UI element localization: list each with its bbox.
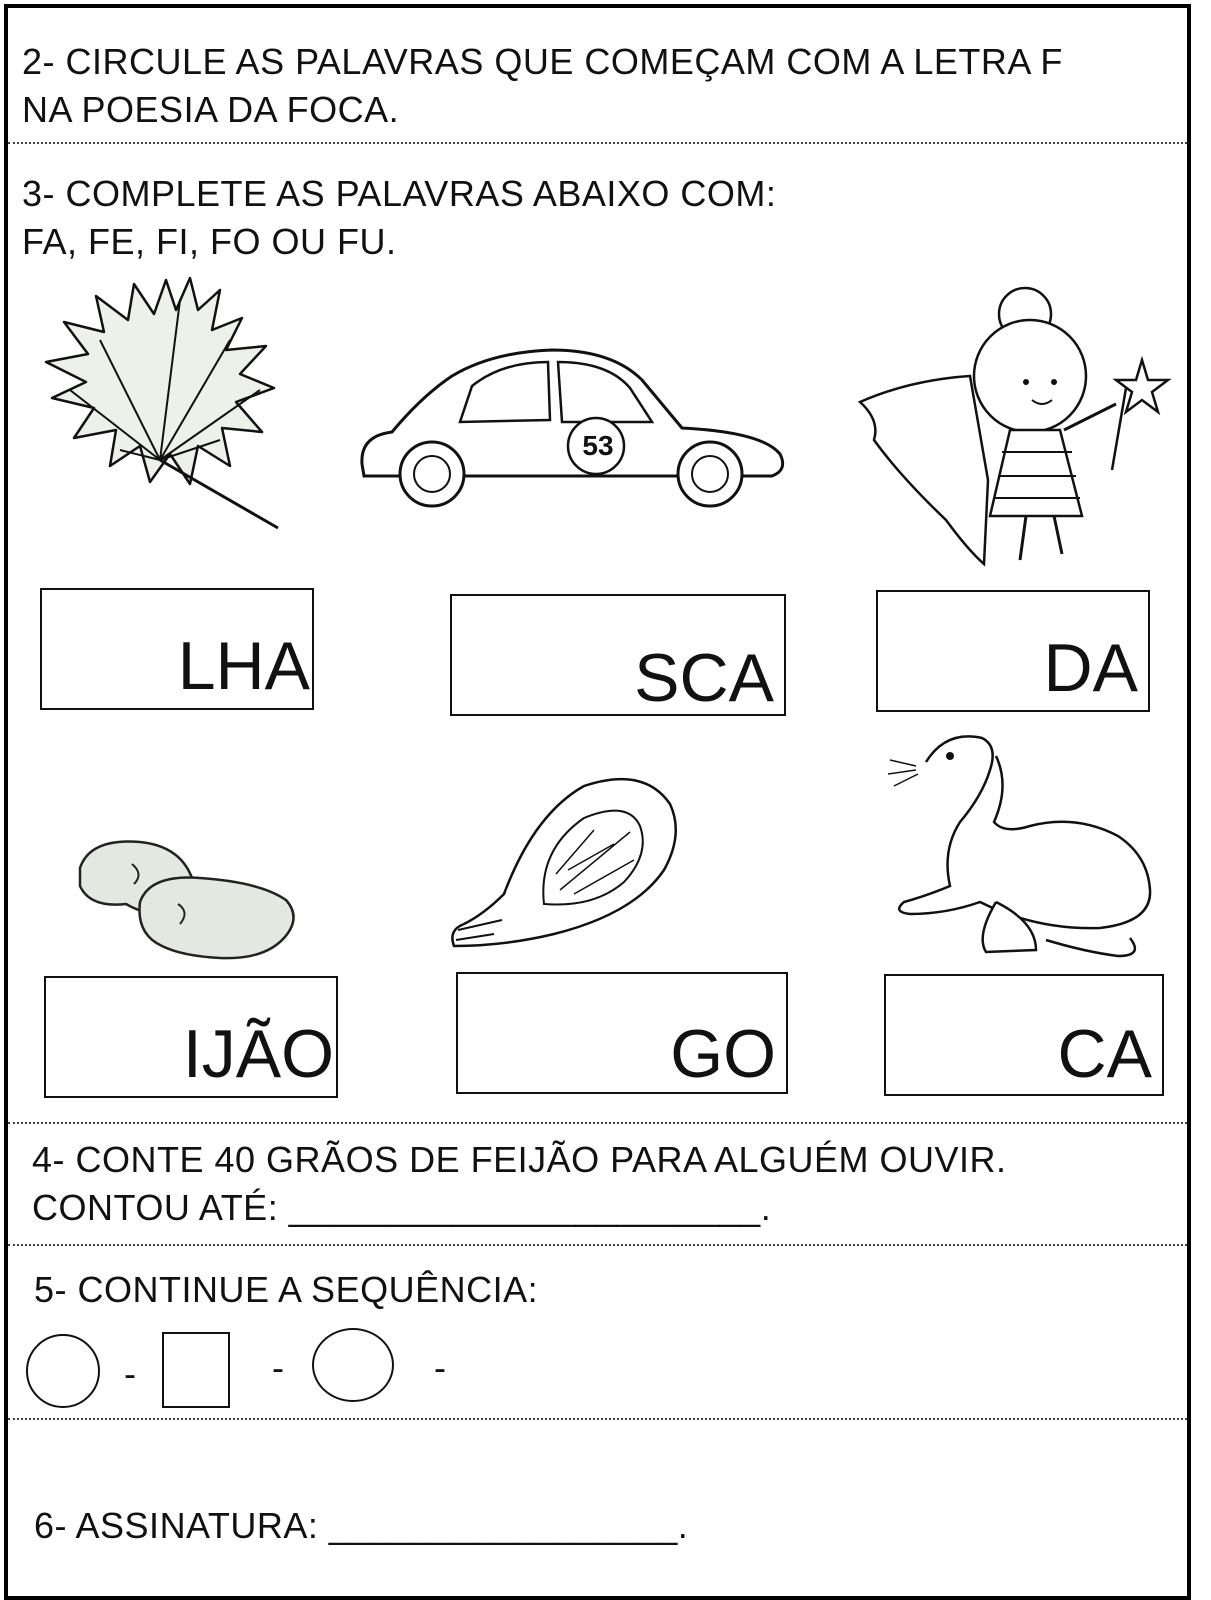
sequence-circle bbox=[312, 1328, 394, 1402]
fairy-icon bbox=[850, 280, 1170, 570]
q2-line2: NA POESIA DA FOCA. bbox=[22, 89, 400, 130]
answer-box-fusca[interactable] bbox=[450, 594, 786, 716]
car-number: 53 bbox=[582, 430, 614, 461]
divider bbox=[8, 1418, 1187, 1420]
q6-signature[interactable]: 6- ASSINATURA: _________________. bbox=[34, 1505, 689, 1546]
divider bbox=[8, 1244, 1187, 1246]
seal-icon bbox=[886, 726, 1156, 966]
fig-icon bbox=[444, 774, 684, 954]
q3-line1: 3- COMPLETE AS PALAVRAS ABAIXO COM: bbox=[22, 173, 777, 214]
syllable-sca: SCA bbox=[634, 640, 774, 716]
q4-line1: 4- CONTE 40 GRÃOS DE FEIJÃO PARA ALGUÉM OUVIR. bbox=[32, 1139, 1007, 1180]
sequence-separator: - bbox=[124, 1353, 136, 1394]
sequence-separator: - bbox=[434, 1347, 446, 1388]
leaf-icon bbox=[30, 270, 280, 530]
answer-box-folha[interactable] bbox=[40, 588, 314, 710]
sequence-separator: - bbox=[272, 1347, 284, 1388]
divider bbox=[8, 1122, 1187, 1124]
divider bbox=[8, 142, 1187, 144]
answer-box-figo[interactable] bbox=[456, 972, 788, 1094]
syllable-lha: LHA bbox=[177, 628, 310, 704]
syllable-go: GO bbox=[670, 1016, 776, 1092]
q3-line2: FA, FE, FI, FO OU FU. bbox=[22, 221, 397, 262]
answer-box-fada[interactable] bbox=[876, 590, 1150, 712]
car-icon bbox=[352, 336, 792, 506]
q2-line1: 2- CIRCULE AS PALAVRAS QUE COMEÇAM COM A LETRA F bbox=[22, 41, 1063, 82]
beans-icon bbox=[70, 838, 300, 968]
sequence-square bbox=[162, 1332, 230, 1408]
worksheet-page bbox=[4, 4, 1191, 1600]
q4-line2[interactable]: CONTOU ATÉ: _______________________. bbox=[32, 1187, 772, 1228]
q5-title: 5- CONTINUE A SEQUÊNCIA: bbox=[34, 1269, 539, 1310]
syllable-ca: CA bbox=[1057, 1016, 1152, 1092]
answer-box-foca[interactable] bbox=[884, 974, 1164, 1096]
answer-box-feijao[interactable] bbox=[44, 976, 338, 1098]
syllable-da: DA bbox=[1043, 630, 1138, 706]
sequence-circle bbox=[26, 1334, 100, 1408]
syllable-ijao: IJÃO bbox=[182, 1016, 334, 1092]
